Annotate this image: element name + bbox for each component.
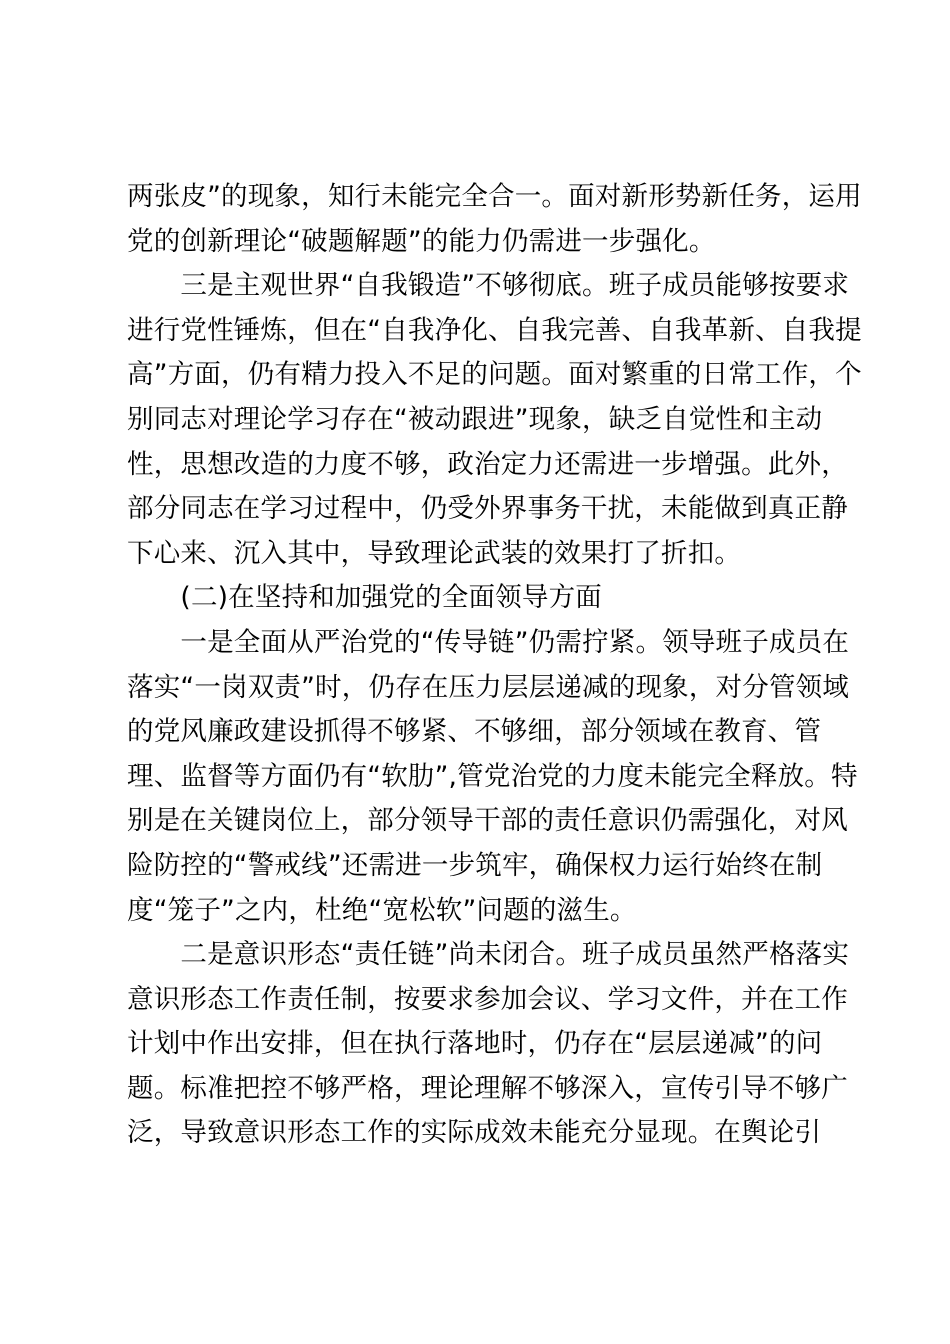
text-line: 两张皮”的现象，知行未能完全合一。面对新形势新任务，运用 [127,181,862,212]
section-heading: (二)在坚持和加强党的全面领导方面 [127,582,602,614]
text-line: 度“笼子”之内，杜绝“宽松软”问题的滋生。 [127,894,637,926]
text-line: 的党风廉政建设抓得不够紧、不够细，部分领域在教育、管 [127,716,822,748]
text-line: 二是意识形态“责任链”尚未闭合。班子成员虽然严格落实 [127,939,850,971]
text-line: 三是主观世界“自我锻造”不够彻底。班子成员能够按要求 [127,270,850,302]
text-line: 高”方面，仍有精力投入不足的问题。面对繁重的日常工作，个 [127,359,862,391]
text-line: 别是在关键岗位上，部分领导干部的责任意识仍需强化，对风 [127,805,848,837]
text-line: 计划中作出安排，但在执行落地时，仍存在“层层递减”的问 [127,1028,823,1060]
document-body [127,175,862,1156]
text-line: 性，思想改造的力度不够，政治定力还需进一步增强。此外， [127,448,848,480]
text-line: 理、监督等方面仍有“软肋”,管党治党的力度未能完全释放。特 [127,760,858,792]
text-line: 别同志对理论学习存在“被动跟进”现象，缺乏自觉性和主动 [127,403,823,435]
text-line: 一是全面从严治党的“传导链”仍需拧紧。领导班子成员在 [127,626,850,658]
text-line: 下心来、沉入其中，导致理论武装的效果打了折扣。 [127,537,742,569]
text-line: 部分同志在学习过程中，仍受外界事务干扰，未能做到真正静 [127,493,848,525]
text-line: 意识形态工作责任制，按要求参加会议、学习文件，并在工作 [127,983,848,1015]
text-line: 泛，导致意识形态工作的实际成效未能充分显现。在舆论引 [127,1117,822,1149]
text-line: 题。标准把控不够严格，理论理解不够深入，宣传引导不够广 [127,1072,848,1104]
text-line: 进行党性锤炼，但在“自我净化、自我完善、自我革新、自我提 [127,314,862,346]
text-line: 险防控的“警戒线”还需进一步筑牢，确保权力运行始终在制 [127,849,823,881]
text-line: 落实“一岗双责”时，仍存在压力层层递减的现象，对分管领域 [127,671,850,703]
text-line: 党的创新理论“破题解题”的能力仍需进一步强化。 [127,225,716,257]
